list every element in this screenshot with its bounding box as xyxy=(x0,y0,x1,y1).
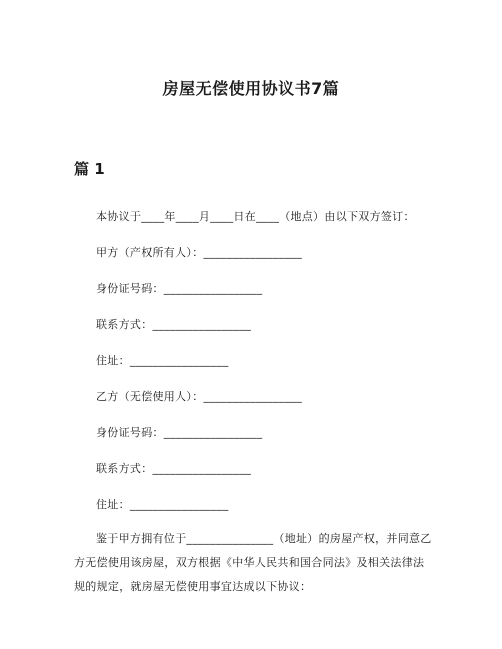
agreement-intro-line: 本协议于____年____月____日在____（地点）由以下双方签订： xyxy=(96,210,415,223)
section-heading: 篇 1 xyxy=(74,160,105,178)
preamble-paragraph: 鉴于甲方拥有位于_______________（地址）的房屋产权，并同意乙方无偿使用该房屋，双方根据《中华人民共和国合同法》及相关法律法规的规定，就房屋无偿使用事宜达成以下协议： xyxy=(74,532,432,593)
party-a-address-line: 住址：_________________ xyxy=(96,354,229,367)
party-a-line: 甲方（产权所有人）：_________________ xyxy=(96,246,303,259)
party-a-contact-line: 联系方式：_________________ xyxy=(96,318,252,331)
party-b-id-line: 身份证号码：_________________ xyxy=(96,426,263,439)
party-b-address-line: 住址：_________________ xyxy=(96,498,229,511)
document-title: 房屋无偿使用协议书7篇 xyxy=(162,79,340,98)
party-a-id-line: 身份证号码：_________________ xyxy=(96,282,263,295)
party-b-contact-line: 联系方式：_________________ xyxy=(96,462,252,475)
party-b-line: 乙方（无偿使用人）：_________________ xyxy=(96,390,303,403)
